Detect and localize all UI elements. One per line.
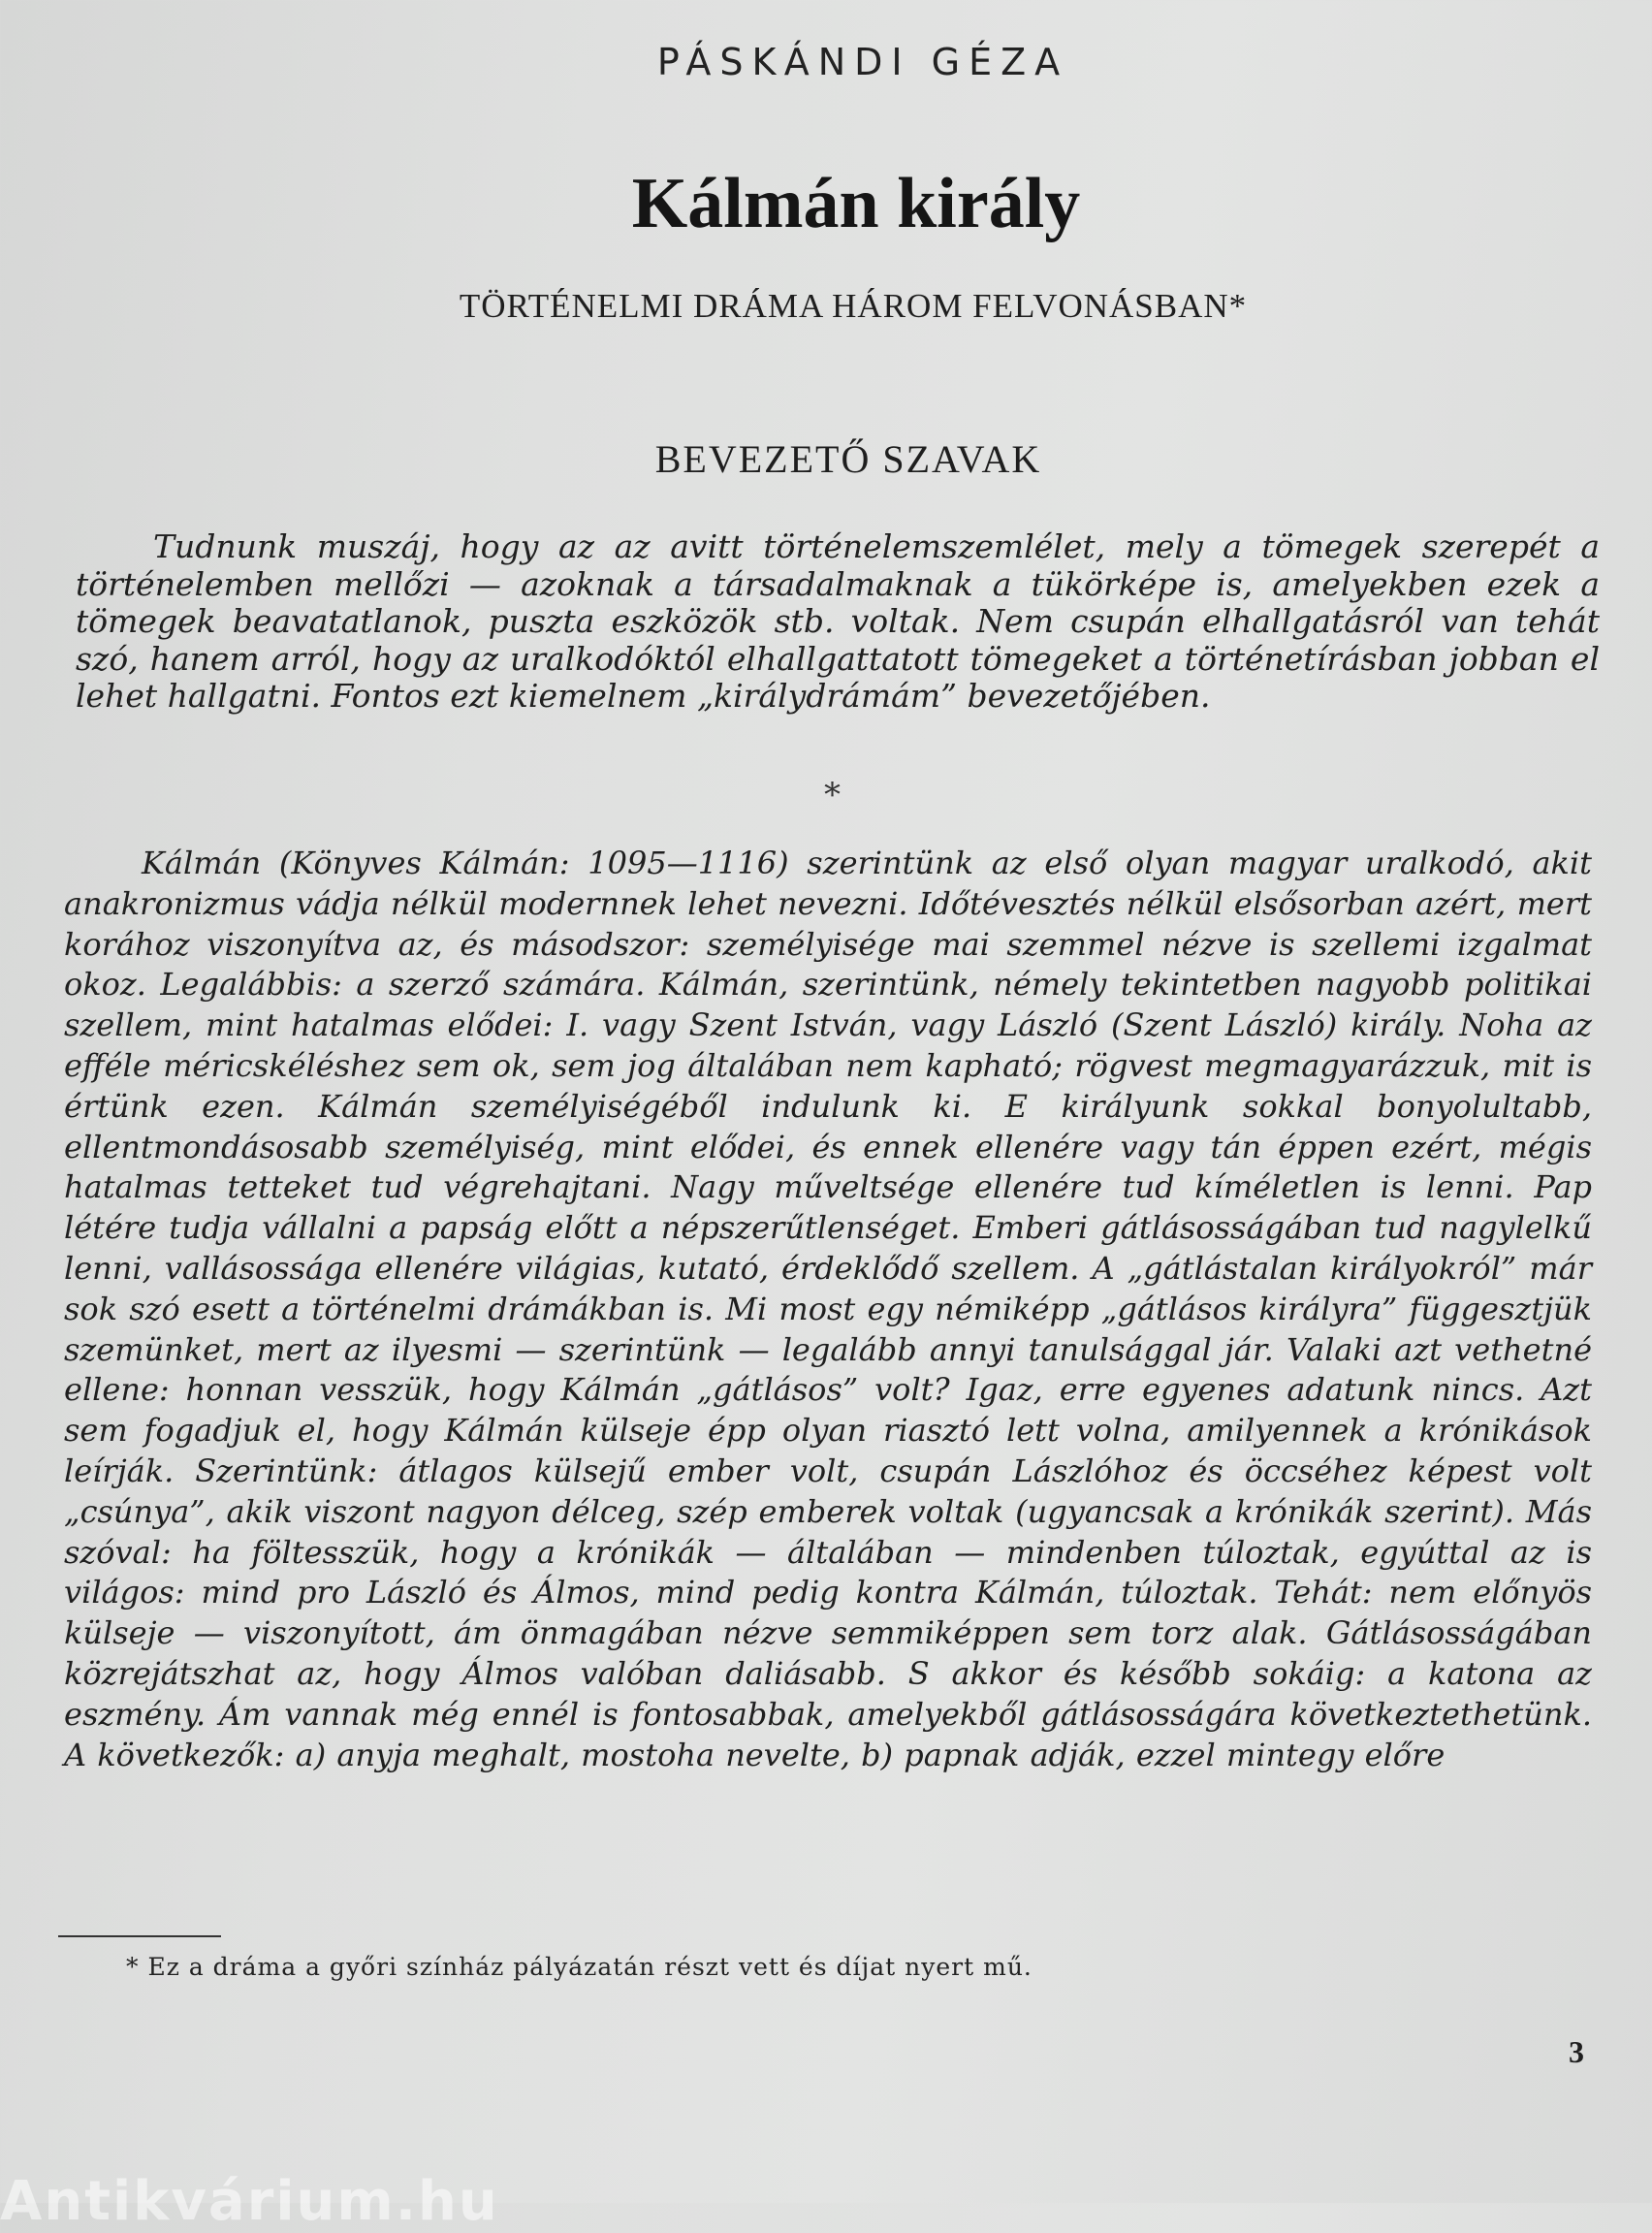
page-title: Kálmán király [631,164,1081,243]
author-name: PÁSKÁNDI GÉZA [656,41,1069,83]
section-separator: * [824,776,841,814]
footnote-divider [58,1935,221,1937]
section-heading: BEVEZETŐ SZAVAK [654,437,1042,481]
watermark: Antikvárium.hu [0,2170,499,2233]
intro-paragraph-2: Kálmán (Könyves Kálmán: 1095—1116) szerintünk az első olyan magyar uralkodó, akit anakronizmus vádja nélkül modernnek lehet nevezni. Időtévesztés nélkül elsősorban azért, mert korához viszonyítva az, és másodszor: személyisége mai szemmel nézve is szellemi izgalmat okoz. Legalábbis: a szerző számára. Kálmán, szerintünk, némely tekintetben nagyobb politikai szellem, mint hatalmas elődei: I. vagy Szent István, vagy László (Szent László) király. Noha az efféle méricskéléshez sem ok, sem jog általában nem kapható; rögvest megmagyarázzuk, mit is értünk ezen. Kálmán személyiségéből indulunk ki. E királyunk sokkal bonyolultabb, ellentmondásosabb személyiség, mint elődei, és ennek ellenére vagy tán éppen ezért, mégis hatalmas tetteket tud végrehajtani. Nagy műveltsége ellenére tud kíméletlen is lenni. Pap létére tudja vállalni a papság előtt a népszerűtlenséget. Emberi gátlásosságában tud nagylelkű lenni, vallásossága ellenére világias, kutató, érdeklődő szellem. A „gátlástalan királyokról” már sok szó esett a történelmi drámákban is. Mi most egy némiképp „gátlásos királyra” függesztjük szemünket, mert az ilyesmi — szerintünk — legalább annyi tanulsággal jár. Valaki azt vethetné ellene: honnan vesszük, hogy Kálmán „gátlásos” volt? Igaz, erre egyenes adatunk nincs. Azt sem fogadjuk el, hogy Kálmán külseje épp olyan riasztó lett volna, amilyennek a krónikások leírják. Szerintünk: átlagos külsejű ember volt, csupán Lászlóhoz és öccséhez képest volt „csúnya”, akik viszont nagyon délceg, szép emberek voltak (ugyancsak a krónikák szerint). Más szóval: ha föltesszük, hogy a krónikák — általában — mindenben túloztak, egyúttal az is világos: mind pro László és Álmos, mind pedig kontra Kálmán, túloztak. Tehát: nem előnyös külseje — viszonyított, ám önmagában nézve semmiképpen sem torz alak. Gátlásosságában közrejátszhat az, hogy Álmos valóban daliásabb. S akkor és később sokáig: a katona az eszmény. Ám vannak még ennél is fontosabbak, amelyekből gátlásosságára következtethetünk. A következők: a) anyja meghalt, mostoha nevelte, b) papnak adják, ezzel mintegy előre [64,845,1592,1773]
subtitle: TÖRTÉNELMI DRÁMA HÁROM FELVONÁSBAN* [459,287,1248,325]
intro-paragraph-1: Tudnunk muszáj, hogy az az avitt történelemszemlélet, mely a tömegek szerepét a történelemben mellőzi — azoknak a társadalmaknak a tükörképe is, amelyekben ezek a tömegek beavatatlanok, puszta eszközök stb. voltak. Nem csupán elhallgatásról van tehát szó, hanem arról, hogy az uralkodóktól elhallgattatott tömegeket a történetírásban jobban el lehet hallgatni. Fontos ezt kiemelnem „királydrámám” bevezetőjében. [76,527,1600,715]
page-number: 3 [1569,2034,1584,2069]
footnote: * Ez a dráma a győri színház pályázatán részt vett és díjat nyert mű. [126,1953,1032,1981]
